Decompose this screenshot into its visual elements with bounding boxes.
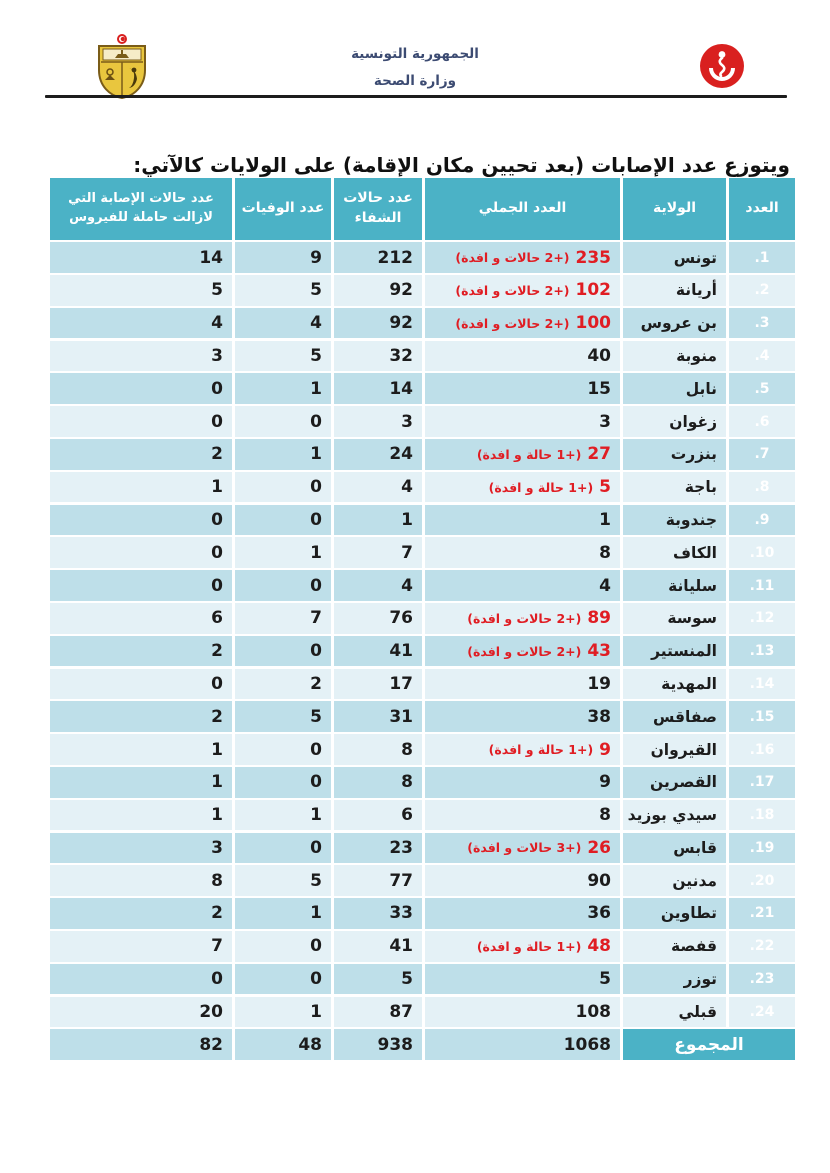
row-governorate: قفصة <box>623 931 726 962</box>
row-rank: 4. <box>729 341 795 372</box>
row-governorate: سليانة <box>623 570 726 601</box>
row-deaths: 1 <box>235 997 331 1028</box>
row-deaths: 1 <box>235 800 331 831</box>
total-cases: 1068 <box>425 1029 620 1060</box>
row-total-cases <box>425 800 620 831</box>
row-total-number: 36 <box>587 903 611 924</box>
row-total-number: 90 <box>587 870 611 891</box>
row-deaths: 5 <box>235 865 331 896</box>
row-total-number: 15 <box>587 378 611 399</box>
row-deaths: 0 <box>235 964 331 995</box>
row-total-number: 5 <box>599 477 611 498</box>
row-governorate: جندوبة <box>623 505 726 536</box>
row-imported-cases-note: (+2 حالات و افدة) <box>455 315 570 331</box>
row-active-cases: 0 <box>50 537 232 568</box>
row-governorate: القصرين <box>623 767 726 798</box>
row-rank: 9. <box>729 505 795 536</box>
row-total-cases <box>425 767 620 798</box>
row-total-cases <box>425 341 620 372</box>
row-rank: 20. <box>729 865 795 896</box>
row-total-cases <box>425 373 620 404</box>
row-deaths: 1 <box>235 537 331 568</box>
row-total-number: 235 <box>575 247 611 268</box>
row-imported-cases-note: (+2 حالات و افدة) <box>467 610 582 626</box>
row-rank: 17. <box>729 767 795 798</box>
row-recovered: 92 <box>334 308 422 339</box>
row-active-cases: 0 <box>50 373 232 404</box>
row-active-cases: 7 <box>50 931 232 962</box>
total-recovered: 938 <box>334 1029 422 1060</box>
row-total-cases <box>425 308 620 339</box>
row-deaths: 0 <box>235 931 331 962</box>
col-header-recovered: عدد حالات الشفاء <box>334 178 422 240</box>
row-governorate: سوسة <box>623 603 726 634</box>
row-rank: 22. <box>729 931 795 962</box>
row-total-number: 3 <box>599 411 611 432</box>
row-active-cases: 2 <box>50 701 232 732</box>
row-active-cases: 2 <box>50 898 232 929</box>
row-active-cases: 1 <box>50 767 232 798</box>
row-governorate: باجة <box>623 472 726 503</box>
row-rank: 2. <box>729 275 795 306</box>
row-active-cases: 4 <box>50 308 232 339</box>
row-recovered: 8 <box>334 734 422 765</box>
row-imported-cases-note: (+2 حالات و افدة) <box>455 282 570 298</box>
row-governorate: قابس <box>623 833 726 864</box>
row-governorate: المهدية <box>623 669 726 700</box>
row-imported-cases-note: (+3 حالات و افدة) <box>467 840 582 856</box>
total-deaths: 48 <box>235 1029 331 1060</box>
row-deaths: 0 <box>235 570 331 601</box>
total-label: المجموع <box>623 1029 795 1060</box>
cases-by-governorate-table <box>45 178 795 1060</box>
col-header-deaths: عدد الوفيات <box>235 178 331 240</box>
row-recovered: 92 <box>334 275 422 306</box>
row-total-cases <box>425 439 620 470</box>
header-divider <box>45 95 787 98</box>
row-total-cases <box>425 242 620 273</box>
row-deaths: 2 <box>235 669 331 700</box>
row-total-number: 8 <box>599 542 611 563</box>
row-governorate: قبلي <box>623 997 726 1028</box>
row-total-cases <box>425 603 620 634</box>
row-total-cases <box>425 472 620 503</box>
row-deaths: 1 <box>235 373 331 404</box>
row-total-number: 89 <box>587 608 611 629</box>
row-deaths: 0 <box>235 734 331 765</box>
row-deaths: 0 <box>235 767 331 798</box>
row-total-number: 38 <box>587 706 611 727</box>
col-header-total: العدد الجملي <box>425 178 620 240</box>
row-deaths: 4 <box>235 308 331 339</box>
row-governorate: منوبة <box>623 341 726 372</box>
row-governorate: أريانة <box>623 275 726 306</box>
row-rank: 6. <box>729 406 795 437</box>
row-recovered: 1 <box>334 505 422 536</box>
row-governorate: بنزرت <box>623 439 726 470</box>
row-rank: 21. <box>729 898 795 929</box>
row-total-number: 27 <box>587 444 611 465</box>
row-governorate: صفاقس <box>623 701 726 732</box>
row-recovered: 4 <box>334 570 422 601</box>
row-imported-cases-note: (+1 حالة و افدة) <box>476 446 582 462</box>
republic-title: الجمهورية التونسية <box>351 46 479 62</box>
row-deaths: 5 <box>235 275 331 306</box>
row-active-cases: 2 <box>50 636 232 667</box>
row-imported-cases-note: (+1 حالة و افدة) <box>488 479 594 495</box>
row-total-number: 1 <box>599 509 611 530</box>
row-recovered: 14 <box>334 373 422 404</box>
row-deaths: 9 <box>235 242 331 273</box>
row-recovered: 7 <box>334 537 422 568</box>
row-recovered: 3 <box>334 406 422 437</box>
row-total-cases <box>425 669 620 700</box>
row-recovered: 212 <box>334 242 422 273</box>
row-recovered: 32 <box>334 341 422 372</box>
row-imported-cases-note: (+1 حالة و افدة) <box>488 742 594 757</box>
row-deaths: 1 <box>235 898 331 929</box>
row-imported-cases-note: (+1 حالة و افدة) <box>476 938 582 954</box>
row-recovered: 77 <box>334 865 422 896</box>
row-total-number: 26 <box>587 837 611 858</box>
row-total-number: 9 <box>599 739 611 760</box>
row-recovered: 8 <box>334 767 422 798</box>
row-active-cases: 1 <box>50 800 232 831</box>
row-rank: 10. <box>729 537 795 568</box>
row-total-cases <box>425 898 620 929</box>
row-rank: 19. <box>729 833 795 864</box>
col-header-rank: العدد <box>729 178 795 240</box>
row-total-number: 43 <box>587 641 611 662</box>
row-rank: 13. <box>729 636 795 667</box>
row-total-number: 40 <box>587 345 611 366</box>
row-active-cases: 0 <box>50 964 232 995</box>
row-active-cases: 6 <box>50 603 232 634</box>
row-deaths: 0 <box>235 636 331 667</box>
row-total-number: 9 <box>599 772 611 793</box>
row-imported-cases-note: (+2 حالات و افدة) <box>467 643 582 659</box>
row-governorate: سيدي بوزيد <box>623 800 726 831</box>
row-active-cases: 1 <box>50 472 232 503</box>
ministry-title: وزارة الصحة <box>373 72 457 89</box>
row-recovered: 76 <box>334 603 422 634</box>
col-header-active: عدد حالات الإصابة التي لازالت حاملة للفيروس <box>50 178 232 240</box>
row-total-cases <box>425 997 620 1028</box>
row-recovered: 5 <box>334 964 422 995</box>
row-total-cases <box>425 865 620 896</box>
row-rank: 24. <box>729 997 795 1028</box>
row-recovered: 87 <box>334 997 422 1028</box>
row-imported-cases-note: (+2 حالات و افدة) <box>455 250 570 266</box>
row-active-cases: 0 <box>50 505 232 536</box>
row-active-cases: 3 <box>50 833 232 864</box>
col-header-governorate: الولاية <box>623 178 726 240</box>
row-deaths: 0 <box>235 833 331 864</box>
row-governorate: مدنين <box>623 865 726 896</box>
row-active-cases: 5 <box>50 275 232 306</box>
row-recovered: 41 <box>334 931 422 962</box>
row-active-cases: 0 <box>50 570 232 601</box>
letterhead <box>0 0 830 100</box>
total-active: 82 <box>50 1029 232 1060</box>
row-total-cases <box>425 505 620 536</box>
row-recovered: 17 <box>334 669 422 700</box>
page-title: ويتوزع عدد الإصابات (بعد تحيين مكان الإقامة) على الولايات كالآتي: <box>133 153 790 177</box>
row-total-cases <box>425 537 620 568</box>
row-total-number: 19 <box>587 673 611 694</box>
row-deaths: 0 <box>235 505 331 536</box>
row-rank: 3. <box>729 308 795 339</box>
row-deaths: 1 <box>235 439 331 470</box>
row-recovered: 41 <box>334 636 422 667</box>
row-total-cases <box>425 275 620 306</box>
row-rank: 11. <box>729 570 795 601</box>
row-total-number: 4 <box>599 575 611 596</box>
row-governorate: تطاوين <box>623 898 726 929</box>
row-governorate: الكاف <box>623 537 726 568</box>
row-total-cases <box>425 734 620 765</box>
row-active-cases: 3 <box>50 341 232 372</box>
row-deaths: 0 <box>235 406 331 437</box>
row-total-number: 108 <box>575 1001 611 1022</box>
row-total-cases <box>425 570 620 601</box>
row-active-cases: 0 <box>50 406 232 437</box>
row-recovered: 23 <box>334 833 422 864</box>
ministry-of-health-logo-icon <box>698 42 746 94</box>
row-deaths: 7 <box>235 603 331 634</box>
row-rank: 16. <box>729 734 795 765</box>
row-total-cases <box>425 701 620 732</box>
row-deaths: 5 <box>235 341 331 372</box>
row-governorate: تونس <box>623 242 726 273</box>
row-active-cases: 0 <box>50 669 232 700</box>
row-recovered: 31 <box>334 701 422 732</box>
row-rank: 18. <box>729 800 795 831</box>
row-governorate: توزر <box>623 964 726 995</box>
row-total-cases <box>425 406 620 437</box>
row-governorate: زغوان <box>623 406 726 437</box>
row-rank: 14. <box>729 669 795 700</box>
row-rank: 8. <box>729 472 795 503</box>
row-active-cases: 14 <box>50 242 232 273</box>
row-rank: 7. <box>729 439 795 470</box>
row-total-number: 48 <box>587 936 611 957</box>
row-total-number: 100 <box>575 313 611 334</box>
row-deaths: 5 <box>235 701 331 732</box>
row-active-cases: 1 <box>50 734 232 765</box>
row-active-cases: 2 <box>50 439 232 470</box>
row-total-number: 102 <box>575 280 611 301</box>
row-recovered: 4 <box>334 472 422 503</box>
row-recovered: 33 <box>334 898 422 929</box>
row-total-number: 8 <box>599 805 611 826</box>
row-total-cases <box>425 833 620 864</box>
row-total-number: 5 <box>599 969 611 990</box>
row-rank: 1. <box>729 242 795 273</box>
row-total-cases <box>425 636 620 667</box>
row-total-cases <box>425 964 620 995</box>
row-rank: 23. <box>729 964 795 995</box>
row-recovered: 24 <box>334 439 422 470</box>
row-rank: 5. <box>729 373 795 404</box>
row-rank: 12. <box>729 603 795 634</box>
row-total-cases <box>425 931 620 962</box>
row-governorate: بن عروس <box>623 308 726 339</box>
row-active-cases: 8 <box>50 865 232 896</box>
row-deaths: 0 <box>235 472 331 503</box>
row-governorate: نابل <box>623 373 726 404</box>
row-active-cases: 20 <box>50 997 232 1028</box>
row-rank: 15. <box>729 701 795 732</box>
row-recovered: 6 <box>334 800 422 831</box>
row-governorate: المنستير <box>623 636 726 667</box>
row-governorate: القيروان <box>623 734 726 765</box>
